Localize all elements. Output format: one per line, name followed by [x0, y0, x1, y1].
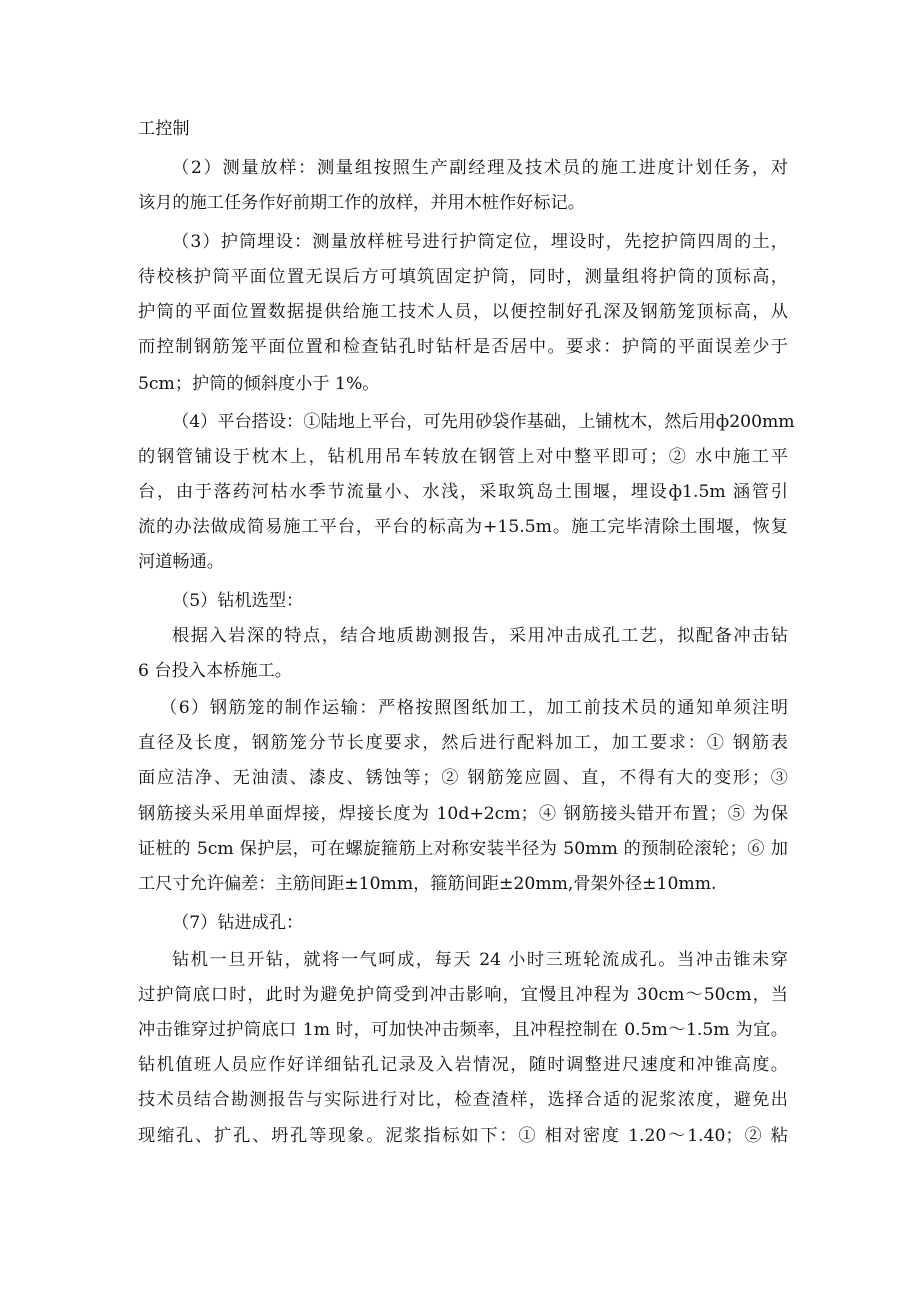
text-line: 待校核护筒平面位置无误后方可填筑固定护筒，同时，测量组将护筒的顶标高，	[138, 267, 788, 287]
text-line: 6 台投入本桥施工。	[138, 661, 292, 681]
text-line: 钻机值班人员应作好详细钻孔记录及入岩情况，随时调整进尺速度和冲锥高度。	[138, 1055, 788, 1075]
text-line: 证桩的 5cm 保护层，可在螺旋箍筋上对称安装半径为 50mm 的预制砼滚轮；⑥ 加	[138, 839, 788, 859]
text-line: 该月的施工任务作好前期工作的放样，并用木桩作好标记。	[138, 193, 585, 213]
text-line: 过护筒底口时，此时为避免护筒受到冲击影响，宜慢且冲程为 30cm～50cm，当	[138, 985, 788, 1005]
text-line: 钢筋接头采用单面焊接，焊接长度为 10d+2cm；④ 钢筋接头错开布置；⑤ 为保	[138, 804, 788, 824]
text-line: 河道畅通。	[138, 552, 224, 572]
text-line: （5）钻机选型：	[172, 591, 304, 611]
text-line: 护筒的平面位置数据提供给施工技术人员，以便控制好孔深及钢筋笼顶标高，从	[138, 302, 788, 322]
text-line: 台，由于落药河枯水季节流量小、水浅，采取筑岛土围堰，埋设ф1.5m 涵管引	[138, 482, 788, 502]
text-line: 工尺寸允许偏差：主筋间距±10mm，箍筋间距±20mm,骨架外径±10mm.	[138, 874, 717, 894]
text-line: 根据入岩深的特点，结合地质勘测报告，采用冲击成孔工艺，拟配备冲击钻	[172, 626, 788, 646]
text-line: 的钢管铺设于枕木上，钻机用吊车转放在钢管上对中整平即可；② 水中施工平	[138, 447, 788, 467]
text-line: （4）平台搭设：①陆地上平台，可先用砂袋作基础，上铺枕木，然后用ф200mm	[172, 412, 795, 432]
text-line: 而控制钢筋笼平面位置和检查钻孔时钻杆是否居中。要求：护筒的平面误差少于	[138, 337, 788, 357]
text-line: （3）护筒埋设：测量放样桩号进行护筒定位，埋设时，先挖护筒四周的土，	[172, 232, 788, 252]
text-line: 5cm；护筒的倾斜度小于 1%。	[138, 374, 380, 394]
text-line: （2）测量放样：测量组按照生产副经理及技术员的施工进度计划任务，对	[172, 158, 788, 178]
text-line: 流的办法做成简易施工平台，平台的标高为+15.5m。施工完毕清除土围堰，恢复	[138, 517, 788, 537]
text-line: （6）钢筋笼的制作运输：严格按照图纸加工，加工前技术员的通知单须注明	[160, 698, 788, 718]
text-line: 工控制	[138, 119, 190, 139]
text-line: 钻机一旦开钻，就将一气呵成，每天 24 小时三班轮流成孔。当冲击锥未穿	[172, 950, 788, 970]
text-line: 技术员结合勘测报告与实际进行对比，检查渣样，选择合适的泥浆浓度，避免出	[138, 1090, 788, 1110]
text-line: 现缩孔、扩孔、坍孔等现象。泥浆指标如下：① 相对密度 1.20～1.40；② 粘	[138, 1126, 788, 1146]
text-line: （7）钻进成孔：	[172, 913, 304, 933]
text-line: 直径及长度，钢筋笼分节长度要求，然后进行配料加工，加工要求：① 钢筋表	[138, 733, 788, 753]
text-line: 冲击锥穿过护筒底口 1m 时，可加快冲击频率，且冲程控制在 0.5m～1.5m 为宜。	[138, 1020, 788, 1040]
text-line: 面应洁净、无油渍、漆皮、锈蚀等；② 钢筋笼应圆、直，不得有大的变形；③	[138, 768, 788, 788]
